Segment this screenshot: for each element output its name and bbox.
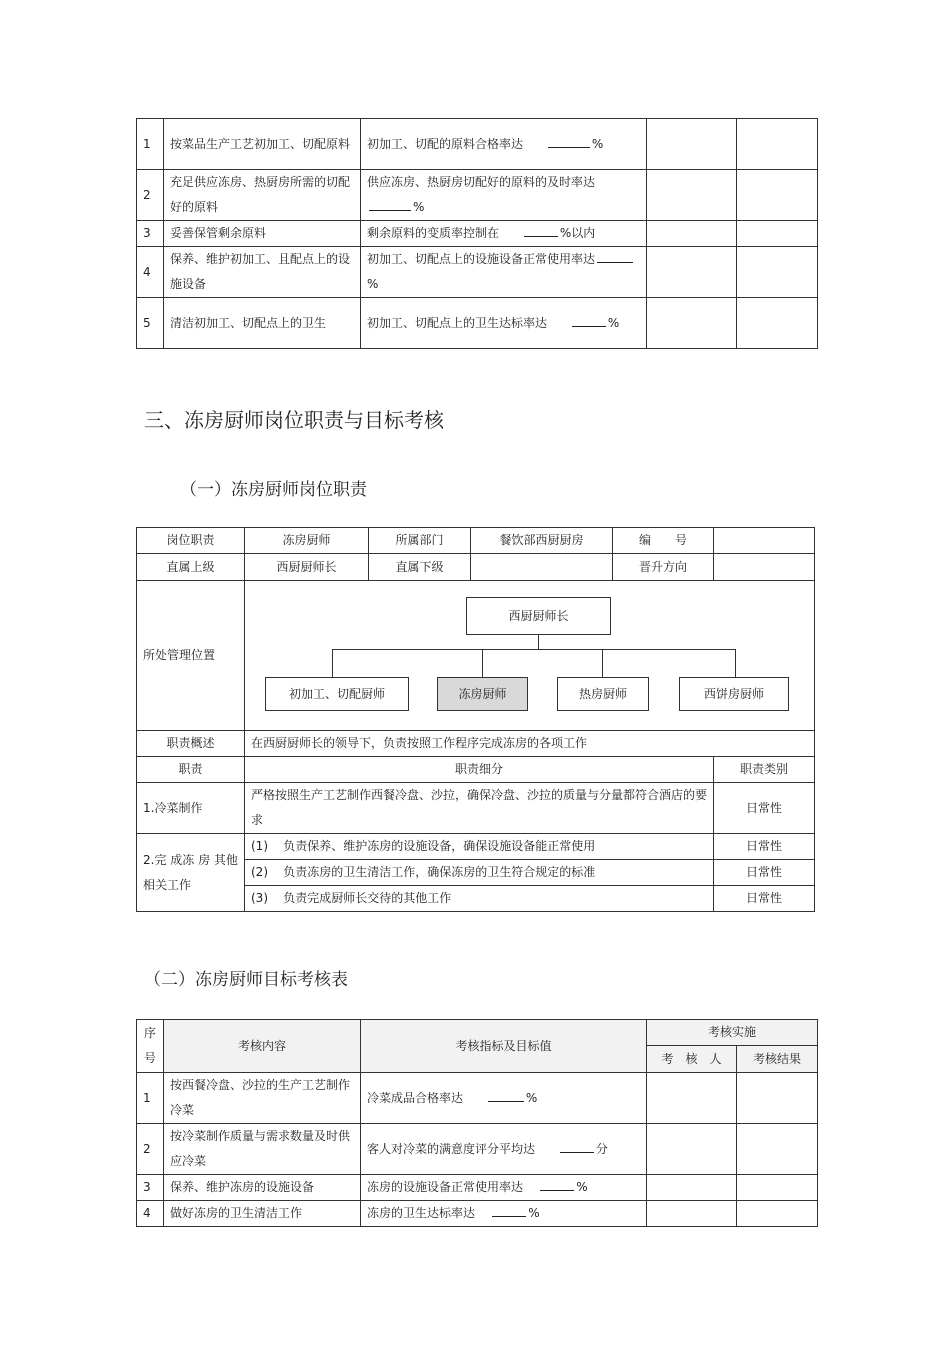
duty2-type: 日常性: [714, 834, 815, 860]
superior-label: 直属上级: [137, 554, 245, 581]
header-person: 考 核 人: [647, 1046, 737, 1073]
org-node-current: 冻房厨师: [437, 677, 528, 711]
assessment-table-continued: [136, 118, 818, 349]
result-cell: [737, 1073, 818, 1124]
table-row: [137, 1201, 818, 1227]
duty1-name: 1.冷菜制作: [137, 783, 245, 834]
duty2-item: (2) 负责冻房的卫生清洁工作，确保冻房的卫生符合规定的标准: [245, 860, 714, 886]
col-type-header: 职责类别: [714, 757, 815, 783]
table-row: [137, 298, 818, 349]
duty2-type: 日常性: [714, 860, 815, 886]
table-row: [137, 834, 815, 860]
row-number: 1: [137, 119, 164, 170]
subsection-title: （一）冻房厨师岗位职责: [180, 480, 367, 500]
col-duty-header: 职责: [137, 757, 245, 783]
table-row: [137, 1124, 818, 1175]
table-row: [137, 528, 815, 554]
section-title: 三、冻房厨师岗位职责与目标考核: [144, 408, 444, 432]
assess-target: 冷菜成品合格率达 %: [361, 1073, 647, 1124]
row-number: 4: [137, 247, 164, 298]
table-row: [137, 221, 818, 247]
org-node: 热房厨师: [557, 677, 649, 711]
assessor-cell: [647, 1201, 737, 1227]
assess-content: 按西餐冷盘、沙拉的生产工艺制作冷菜: [164, 1073, 361, 1124]
row-number: 4: [137, 1201, 164, 1227]
assess-target: 供应冻房、热厨房切配好的原料的及时率达%: [361, 170, 647, 221]
assess-content: 保养、维护初加工、且配点上的设施设备: [164, 247, 361, 298]
result-cell: [737, 1175, 818, 1201]
row-number: 5: [137, 298, 164, 349]
superior-value: 西厨厨师长: [245, 554, 369, 581]
table-row: [137, 119, 818, 170]
position-label: 所处管理位置: [137, 581, 245, 731]
assessment-table: [136, 1019, 818, 1227]
duty2-item: (1) 负责保养、维护冻房的设施设备，确保设施设备能正常使用: [245, 834, 714, 860]
assessor-cell: [647, 298, 737, 349]
connector-line: [602, 649, 603, 677]
assessor-cell: [647, 1175, 737, 1201]
assess-content: 按菜品生产工艺初加工、切配原料: [164, 119, 361, 170]
assess-target: 客人对冷菜的满意度评分平均达 分: [361, 1124, 647, 1175]
org-node: 初加工、切配厨师: [265, 677, 409, 711]
connector-line: [538, 635, 539, 649]
subordinate-value: [471, 554, 613, 581]
row-number: 1: [137, 1073, 164, 1124]
row-number: 3: [137, 1175, 164, 1201]
assess-target: 初加工、切配点上的设施设备正常使用率达%: [361, 247, 647, 298]
row-number: 2: [137, 1124, 164, 1175]
table-row: [137, 554, 815, 581]
assess-content: 保养、维护冻房的设施设备: [164, 1175, 361, 1201]
duty2-item: (3) 负责完成厨师长交待的其他工作: [245, 886, 714, 912]
table-row: [137, 731, 815, 757]
result-cell: [737, 221, 818, 247]
assessor-cell: [647, 119, 737, 170]
code-label: 编 号: [613, 528, 714, 554]
promotion-value: [714, 554, 815, 581]
org-chart: [245, 580, 813, 730]
row-number: 3: [137, 221, 164, 247]
header-impl: 考核实施: [647, 1020, 818, 1046]
duty2-type: 日常性: [714, 886, 815, 912]
assess-target: 初加工、切配点上的卫生达标率达 %: [361, 298, 647, 349]
connector-line: [332, 649, 333, 677]
table-row: [137, 1073, 818, 1124]
subsection-title: （二）冻房厨师目标考核表: [144, 970, 348, 990]
table-row: [137, 757, 815, 783]
connector-line: [332, 649, 735, 650]
table-row: [137, 1175, 818, 1201]
assess-content: 清洁初加工、切配点上的卫生: [164, 298, 361, 349]
assess-content: 充足供应冻房、热厨房所需的切配好的原料: [164, 170, 361, 221]
table-row: [137, 170, 818, 221]
duty2-name: 2.完 成冻 房 其他相关工作: [137, 834, 245, 912]
summary-label: 职责概述: [137, 731, 245, 757]
header-result: 考核结果: [737, 1046, 818, 1073]
connector-line: [482, 649, 483, 677]
assess-target: 冻房的卫生达标率达 %: [361, 1201, 647, 1227]
assess-target: 剩余原料的变质率控制在 %以内: [361, 221, 647, 247]
connector-line: [735, 649, 736, 677]
assess-target: 冻房的设施设备正常使用率达 %: [361, 1175, 647, 1201]
result-cell: [737, 247, 818, 298]
duty1-detail: 严格按照生产工艺制作西餐冷盘、沙拉，确保冷盘、沙拉的质量与分量都符合酒店的要求: [245, 783, 714, 834]
assess-target: 初加工、切配的原料合格率达 %: [361, 119, 647, 170]
table-row: [137, 247, 818, 298]
col-detail-header: 职责细分: [245, 757, 714, 783]
result-cell: [737, 298, 818, 349]
promotion-label: 晋升方向: [613, 554, 714, 581]
assessor-cell: [647, 170, 737, 221]
post-value: 冻房厨师: [245, 528, 369, 554]
dept-label: 所属部门: [369, 528, 471, 554]
assessor-cell: [647, 1073, 737, 1124]
duty1-type: 日常性: [714, 783, 815, 834]
assessor-cell: [647, 247, 737, 298]
header-target: 考核指标及目标值: [361, 1020, 647, 1073]
summary-value: 在西厨厨师长的领导下，负责按照工作程序完成冻房的各项工作: [245, 731, 815, 757]
assessor-cell: [647, 1124, 737, 1175]
org-node: 西饼房厨师: [679, 677, 789, 711]
table-row: [137, 783, 815, 834]
header-content: 考核内容: [164, 1020, 361, 1073]
result-cell: [737, 119, 818, 170]
assess-content: 做好冻房的卫生清洁工作: [164, 1201, 361, 1227]
header-no: 序号: [137, 1020, 164, 1073]
dept-value: 餐饮部西厨厨房: [471, 528, 613, 554]
assess-content: 按冷菜制作质量与需求数量及时供应冷菜: [164, 1124, 361, 1175]
row-number: 2: [137, 170, 164, 221]
post-label: 岗位职责: [137, 528, 245, 554]
result-cell: [737, 1124, 818, 1175]
result-cell: [737, 1201, 818, 1227]
code-value: [714, 528, 815, 554]
org-node-head: 西厨厨师长: [466, 597, 611, 635]
assess-content: 妥善保管剩余原料: [164, 221, 361, 247]
subordinate-label: 直属下级: [369, 554, 471, 581]
result-cell: [737, 170, 818, 221]
assessor-cell: [647, 221, 737, 247]
table-row: [137, 1020, 818, 1046]
